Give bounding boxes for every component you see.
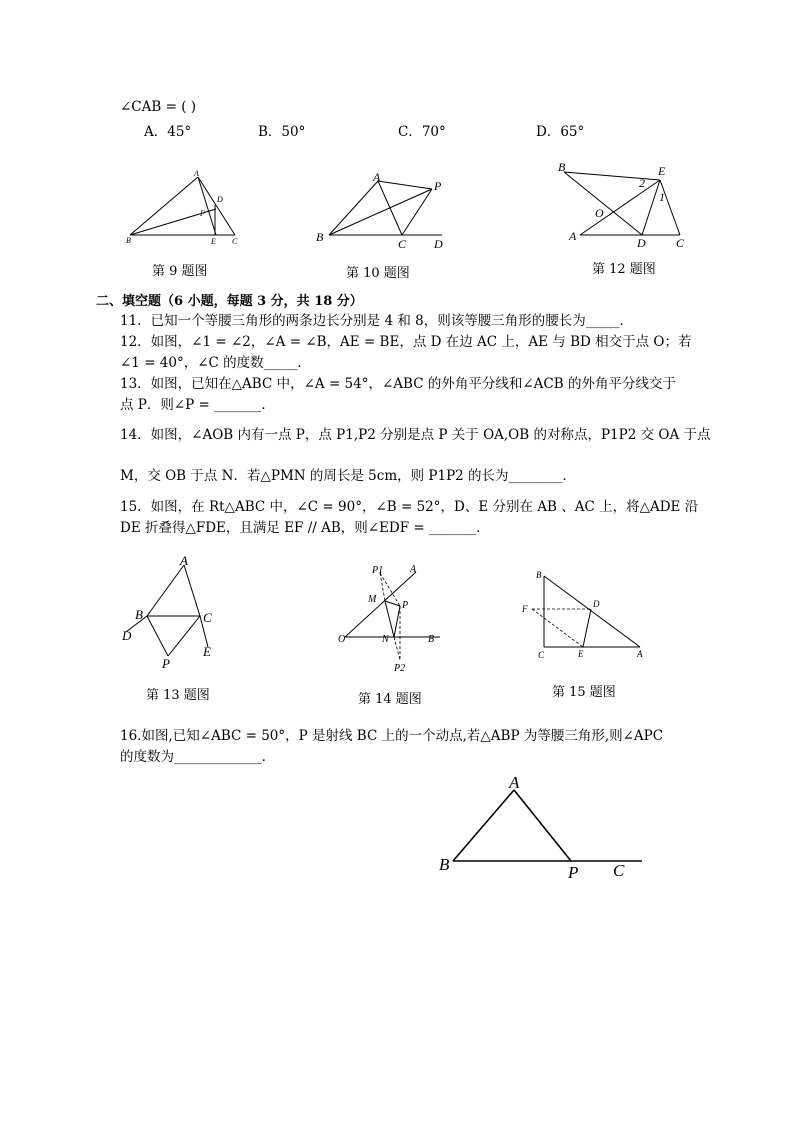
section2-heading: 二、填空题（6 小题，每题 3 分，共 18 分） xyxy=(96,294,363,309)
fig12-caption: 第 12 题图 xyxy=(592,262,656,277)
fig15-label-d: D xyxy=(593,599,600,609)
fig16-label-p: P xyxy=(568,863,579,882)
q9-option-d: D．65° xyxy=(536,124,585,140)
q16-line2: 的度数为_____________． xyxy=(120,749,276,765)
q15-line1: 15．如图，在 Rt△ABC 中，∠C = 90°，∠B = 52°，D、E 分别在 AB 、AC 上，将△ADE 沿 xyxy=(120,499,699,515)
fig13-label-a: A xyxy=(180,553,188,568)
q9-stem-tail: ∠CAB = ( ) xyxy=(120,99,197,115)
figure-9 xyxy=(118,165,248,250)
fig15-label-c: C xyxy=(538,650,545,660)
fig10-caption: 第 10 题图 xyxy=(346,266,410,281)
fig9-caption: 第 9 题图 xyxy=(152,264,208,279)
fig10-label-a: A xyxy=(373,170,381,184)
fig10-label-b: B xyxy=(316,230,324,244)
fig15-caption: 第 15 题图 xyxy=(552,685,616,700)
fig14-label-n: N xyxy=(382,634,389,645)
fig15-label-b: B xyxy=(536,570,542,580)
fig13-label-e: E xyxy=(203,644,211,659)
fig15-label-a: A xyxy=(637,649,643,659)
q9-option-b: B．50° xyxy=(258,124,306,140)
fig12-label-c: C xyxy=(676,236,685,250)
q12-line2: ∠1 = 40°，∠C 的度数_____． xyxy=(120,355,311,371)
q13-line2: 点 P．则∠P = _______． xyxy=(120,397,275,413)
fig12-label-b: B xyxy=(558,160,566,174)
q9-option-a: A．45° xyxy=(144,124,192,140)
fig9-label-c: C xyxy=(232,237,238,246)
fig14-label-m: M xyxy=(368,594,377,605)
fig14-label-p: P xyxy=(402,600,409,611)
fig13-caption: 第 13 题图 xyxy=(146,688,210,703)
fig16-label-b: B xyxy=(439,855,450,874)
q12-line1: 12．如图，∠1 = ∠2，∠A = ∠B，AE = BE，点 D 在边 AC 上，AE 与 BD 相交于点 O；若 xyxy=(120,334,692,350)
fig16-label-c: C xyxy=(613,861,625,880)
fig14-label-p1: P1 xyxy=(372,565,384,576)
q16-line1: 16.如图,已知∠ABC = 50°，P 是射线 BC 上的一个动点,若△ABP 为等腰三角形,则∠APC xyxy=(120,728,664,744)
fig13-label-b: B xyxy=(135,607,143,622)
q14-line2: M，交 OB 于点 N．若△PMN 的周长是 5cm，则 P1P2 的长为________． xyxy=(120,468,577,484)
fig12-label-a: A xyxy=(569,229,577,243)
fig14-label-p2: P2 xyxy=(394,663,406,674)
fig14-caption: 第 14 题图 xyxy=(358,692,422,707)
figure-15 xyxy=(518,564,658,664)
fig13-label-p: P xyxy=(162,656,170,671)
fig15-label-f: F xyxy=(522,604,528,614)
fig9-label-a: A xyxy=(194,169,199,178)
figure-10 xyxy=(312,168,452,253)
fig10-label-p: P xyxy=(434,179,442,193)
fig12-label-o: O xyxy=(595,206,604,220)
fig14-label-a: A xyxy=(410,564,417,575)
q9-option-c: C．70° xyxy=(398,124,446,140)
figure-13 xyxy=(118,552,228,672)
fig12-label-e: E xyxy=(658,164,666,178)
fig10-label-c: C xyxy=(398,237,407,251)
fig14-label-o: O xyxy=(338,634,346,645)
fig9-label-d: D xyxy=(217,195,223,204)
fig12-label-1: 1 xyxy=(659,190,665,204)
fig12-label-d: D xyxy=(637,236,646,250)
fig9-label-b: B xyxy=(126,236,131,245)
fig16-label-a: A xyxy=(509,773,520,792)
fig15-label-e: E xyxy=(578,649,584,659)
fig9-label-f: F xyxy=(200,209,205,218)
fig10-label-d: D xyxy=(434,237,443,251)
fig12-label-2: 2 xyxy=(639,176,645,190)
q14-line1: 14．如图，∠AOB 内有一点 P，点 P1,P2 分别是点 P 关于 OA,OB 的对称点，P1P2 交 OA 于点 xyxy=(120,427,711,443)
fig13-label-d: D xyxy=(122,628,132,643)
q15-line2: DE 折叠得△FDE，且满足 EF // AB，则∠EDF = _______． xyxy=(120,520,490,536)
figure-12 xyxy=(555,155,705,255)
q11-text: 11．已知一个等腰三角形的两条边长分别是 4 和 8，则该等腰三角形的腰长为_____． xyxy=(120,313,633,329)
figure-14 xyxy=(330,560,450,675)
figure-16 xyxy=(430,770,650,885)
fig9-label-e: E xyxy=(211,237,216,246)
q13-line1: 13．如图，已知在△ABC 中，∠A = 54°，∠ABC 的外角平分线和∠ACB 的外角平分线交于 xyxy=(120,376,676,392)
fig14-label-b: B xyxy=(428,634,435,645)
fig13-label-c: C xyxy=(203,610,212,625)
